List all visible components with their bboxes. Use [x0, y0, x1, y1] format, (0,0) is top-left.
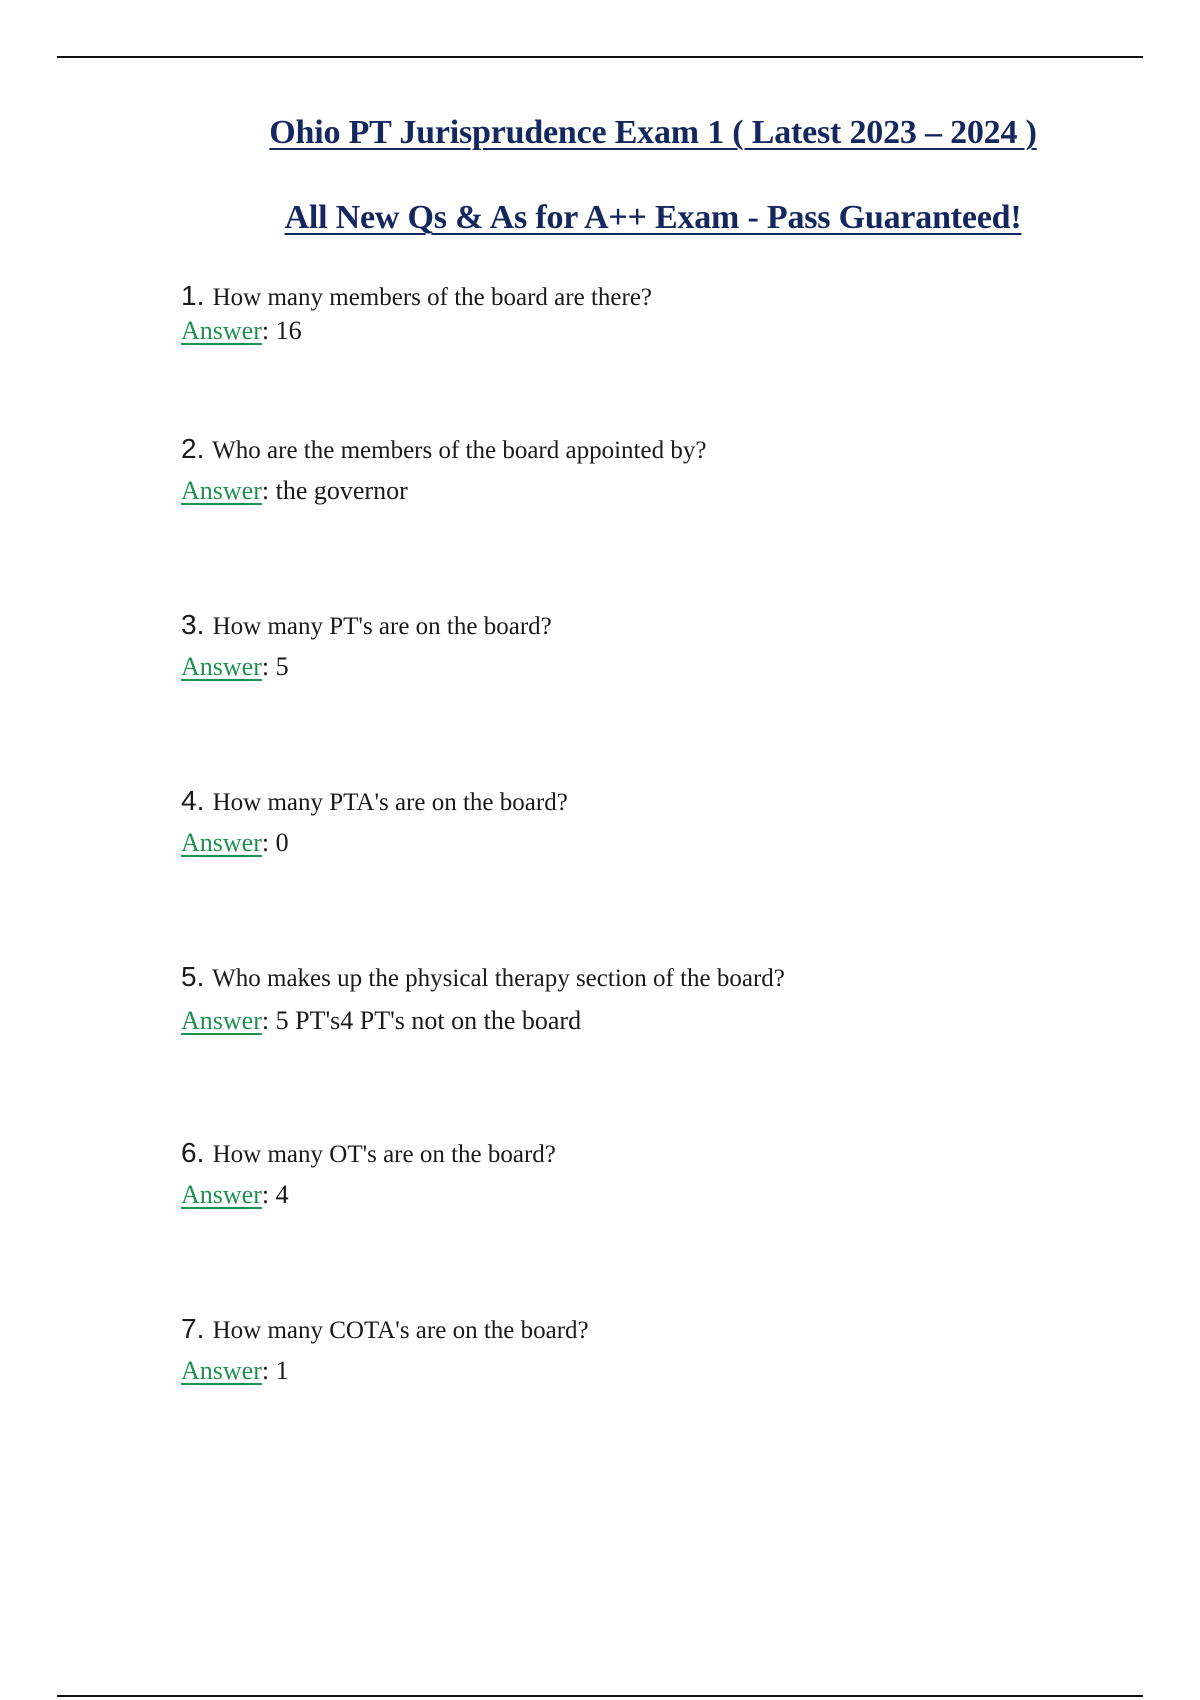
- answer-text: the governor: [275, 476, 408, 505]
- answer-label: Answer: [181, 828, 262, 857]
- qa-item-6: [181, 1137, 1081, 1212]
- question-6: [181, 1137, 1081, 1171]
- answer-text: 0: [275, 828, 289, 857]
- document-subtitle: All New Qs & As for A++ Exam - Pass Guaranteed!: [284, 199, 1022, 236]
- answer-5: Answer: 5 PT's4 PT's not on the board: [181, 1006, 582, 1035]
- question-text: Who makes up the physical therapy section of the board?: [212, 965, 785, 992]
- question-number: 4.: [181, 785, 205, 816]
- qa-item-1: [181, 280, 1081, 348]
- answer-1: Answer: 16: [181, 316, 302, 345]
- answer-text: 4: [275, 1180, 289, 1209]
- answer-text: 1: [275, 1356, 289, 1385]
- question-4: [181, 785, 1081, 819]
- qa-item-5: [181, 961, 1081, 1038]
- qa-item-2: [181, 433, 1081, 508]
- question-text: How many PTA's are on the board?: [212, 789, 568, 816]
- question-number: 2.: [181, 433, 205, 464]
- answer-text: 16: [275, 316, 302, 345]
- question-5: [181, 961, 1081, 995]
- answer-label: Answer: [181, 476, 262, 505]
- question-text: How many members of the board are there?: [212, 284, 653, 311]
- question-number: 7.: [181, 1313, 205, 1344]
- question-3: [181, 609, 1081, 643]
- question-text: How many PT's are on the board?: [212, 613, 552, 640]
- answer-3: Answer: 5: [181, 652, 289, 681]
- question-1: [181, 280, 1081, 314]
- bottom-rule: [57, 1695, 1143, 1697]
- question-text: How many COTA's are on the board?: [212, 1317, 589, 1344]
- question-number: 6.: [181, 1137, 205, 1168]
- qa-item-3: [181, 609, 1081, 684]
- answer-4: Answer: 0: [181, 828, 289, 857]
- question-7: [181, 1313, 1081, 1347]
- qa-item-4: [181, 785, 1081, 860]
- question-text: How many OT's are on the board?: [212, 1141, 556, 1168]
- answer-6: Answer: 4: [181, 1180, 289, 1209]
- answer-2: Answer: the governor: [181, 476, 408, 505]
- answer-label: Answer: [181, 1356, 262, 1385]
- question-number: 3.: [181, 609, 205, 640]
- answer-label: Answer: [181, 1006, 262, 1035]
- question-number: 1.: [181, 280, 205, 311]
- question-2: [181, 433, 1081, 467]
- answer-text: 5 PT's4 PT's not on the board: [275, 1006, 582, 1035]
- answer-label: Answer: [181, 652, 262, 681]
- question-text: Who are the members of the board appointed by?: [212, 437, 707, 464]
- document-title: Ohio PT Jurisprudence Exam 1 ( Latest 2023 – 2024 ): [269, 114, 1037, 151]
- answer-label: Answer: [181, 1180, 262, 1209]
- answer-7: Answer: 1: [181, 1356, 289, 1385]
- answer-text: 5: [275, 652, 289, 681]
- qa-item-7: [181, 1313, 1081, 1388]
- top-rule: [57, 56, 1143, 58]
- question-number: 5.: [181, 961, 205, 992]
- answer-label: Answer: [181, 316, 262, 345]
